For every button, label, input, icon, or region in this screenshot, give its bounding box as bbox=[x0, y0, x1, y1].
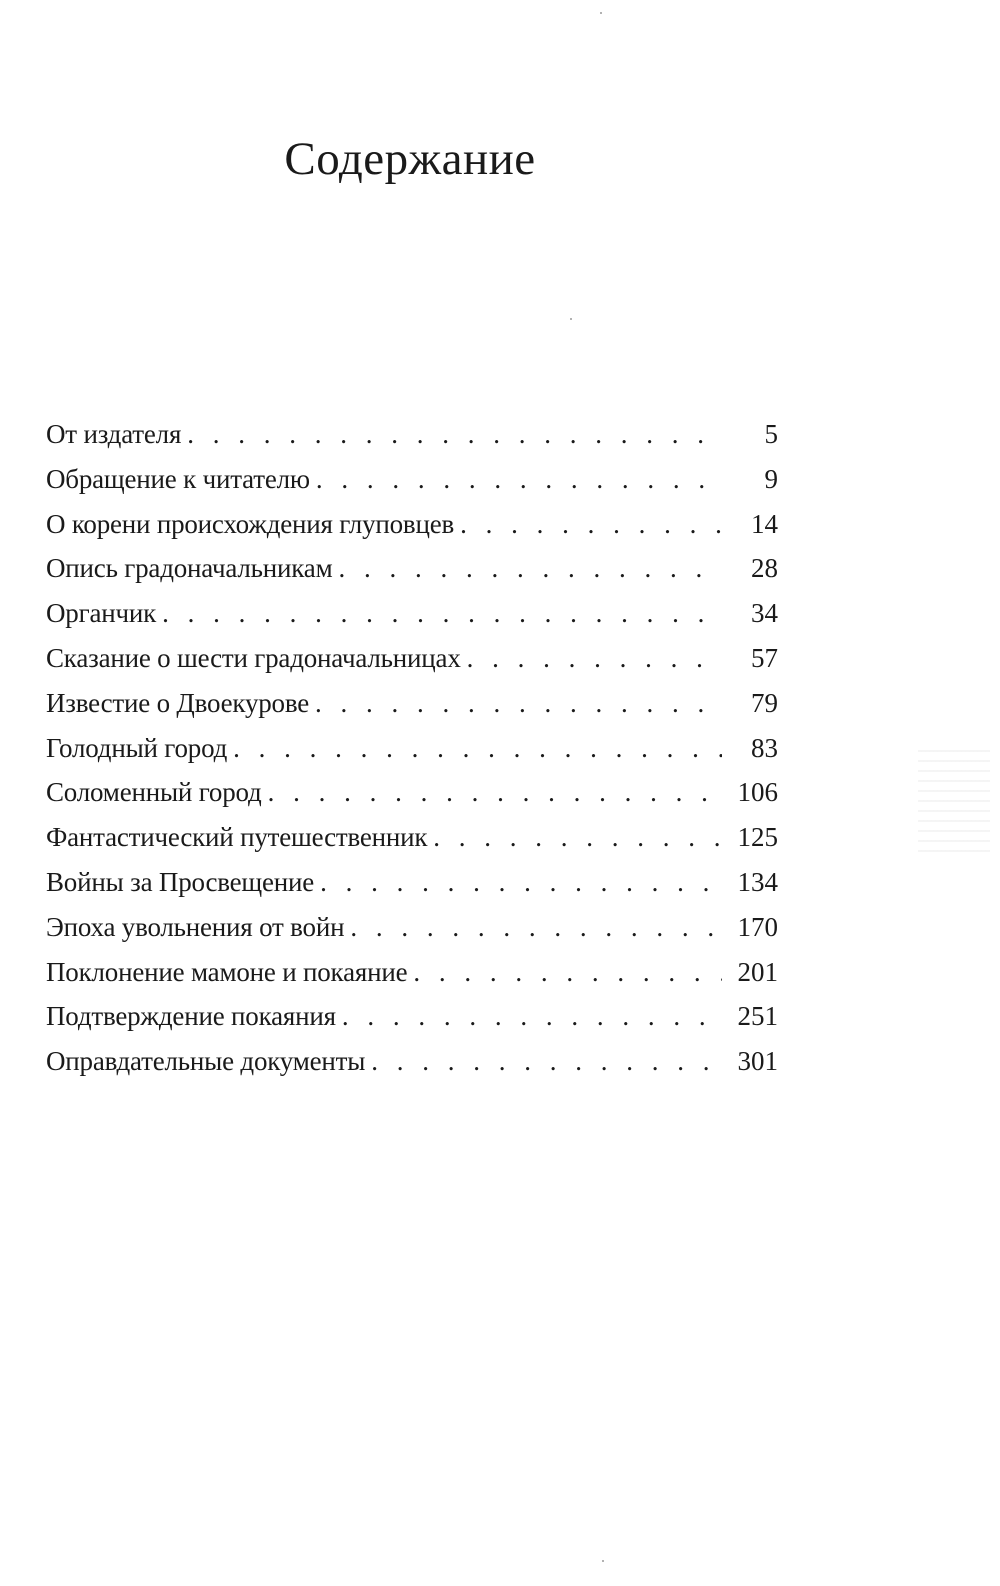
toc-entry bbox=[46, 457, 778, 502]
toc-entry bbox=[46, 1039, 778, 1084]
toc-entry-page: 134 bbox=[737, 866, 778, 897]
table-of-contents bbox=[46, 412, 778, 1084]
toc-dot-leader bbox=[342, 994, 722, 1039]
toc-dot-leader bbox=[460, 502, 722, 547]
toc-entry-title: Сказание о шести градоначальницах bbox=[46, 642, 461, 673]
toc-entry bbox=[46, 815, 778, 860]
toc-dot-leader bbox=[268, 770, 722, 815]
page-title: Содержание bbox=[284, 133, 536, 185]
toc-entry-page: 201 bbox=[737, 956, 778, 987]
toc-entry bbox=[46, 681, 778, 726]
toc-entry bbox=[46, 546, 778, 591]
toc-dot-leader bbox=[467, 636, 722, 681]
toc-entry-title: Оправдательные документы bbox=[46, 1046, 366, 1077]
toc-entry-page: 57 bbox=[751, 642, 778, 673]
toc-entry-title: Войны за Просвещение bbox=[46, 866, 315, 897]
toc-entry-page: 28 bbox=[751, 553, 778, 584]
toc-entry-page: 79 bbox=[751, 687, 778, 718]
toc-dot-leader bbox=[350, 905, 722, 950]
scan-speck bbox=[602, 1560, 604, 1562]
toc-dot-leader bbox=[371, 1039, 722, 1084]
toc-entry bbox=[46, 994, 778, 1039]
toc-entry bbox=[46, 502, 778, 547]
scan-speck bbox=[570, 318, 572, 320]
toc-entry bbox=[46, 770, 778, 815]
toc-entry-title: О корени происхождения глуповцев bbox=[46, 508, 455, 539]
toc-dot-leader bbox=[338, 546, 722, 591]
toc-entry-page: 5 bbox=[764, 419, 778, 449]
toc-dot-leader bbox=[433, 815, 722, 860]
toc-dot-leader bbox=[315, 681, 722, 726]
toc-entry-title: Голодный город bbox=[46, 732, 228, 763]
toc-entry-title: Эпоха увольнения от войн bbox=[46, 911, 345, 942]
toc-entry bbox=[46, 591, 778, 636]
toc-entry-title: Фантастический путешественник bbox=[46, 822, 428, 853]
toc-entry-page: 83 bbox=[751, 732, 778, 763]
toc-entry bbox=[46, 905, 778, 950]
toc-entry-page: 125 bbox=[737, 822, 778, 853]
toc-entry-page: 14 bbox=[751, 508, 778, 539]
toc-dot-leader bbox=[316, 457, 722, 502]
toc-entry-page: 34 bbox=[751, 598, 778, 629]
toc-entry-page: 301 bbox=[737, 1046, 778, 1077]
toc-dot-leader bbox=[320, 860, 722, 905]
toc-entry-title: Соломенный город bbox=[46, 777, 262, 808]
toc-entry bbox=[46, 412, 778, 457]
toc-entry-title: Известие о Двоекурове bbox=[46, 687, 310, 718]
toc-entry bbox=[46, 636, 778, 681]
toc-entry-title: От издателя bbox=[46, 419, 182, 449]
toc-dot-leader bbox=[233, 726, 722, 771]
toc-entry bbox=[46, 726, 778, 771]
toc-dot-leader bbox=[187, 412, 722, 457]
toc-dot-leader bbox=[162, 591, 722, 636]
toc-entry-page: 106 bbox=[737, 777, 778, 808]
toc-entry-page: 170 bbox=[737, 911, 778, 942]
scan-speck bbox=[600, 12, 602, 14]
toc-entry bbox=[46, 860, 778, 905]
toc-entry-page: 9 bbox=[764, 463, 778, 494]
toc-dot-leader bbox=[413, 950, 722, 995]
toc-entry-title: Опись градоначальникам bbox=[46, 553, 333, 584]
toc-entry bbox=[46, 950, 778, 995]
toc-entry-title: Поклонение мамоне и покаяние bbox=[46, 956, 408, 987]
toc-entry-title: Органчик bbox=[46, 598, 157, 629]
toc-entry-page: 251 bbox=[737, 1001, 778, 1032]
toc-entry-title: Подтверждение покаяния bbox=[46, 1001, 336, 1032]
toc-entry-title: Обращение к читателю bbox=[46, 463, 310, 494]
show-through-artifact bbox=[918, 748, 990, 860]
